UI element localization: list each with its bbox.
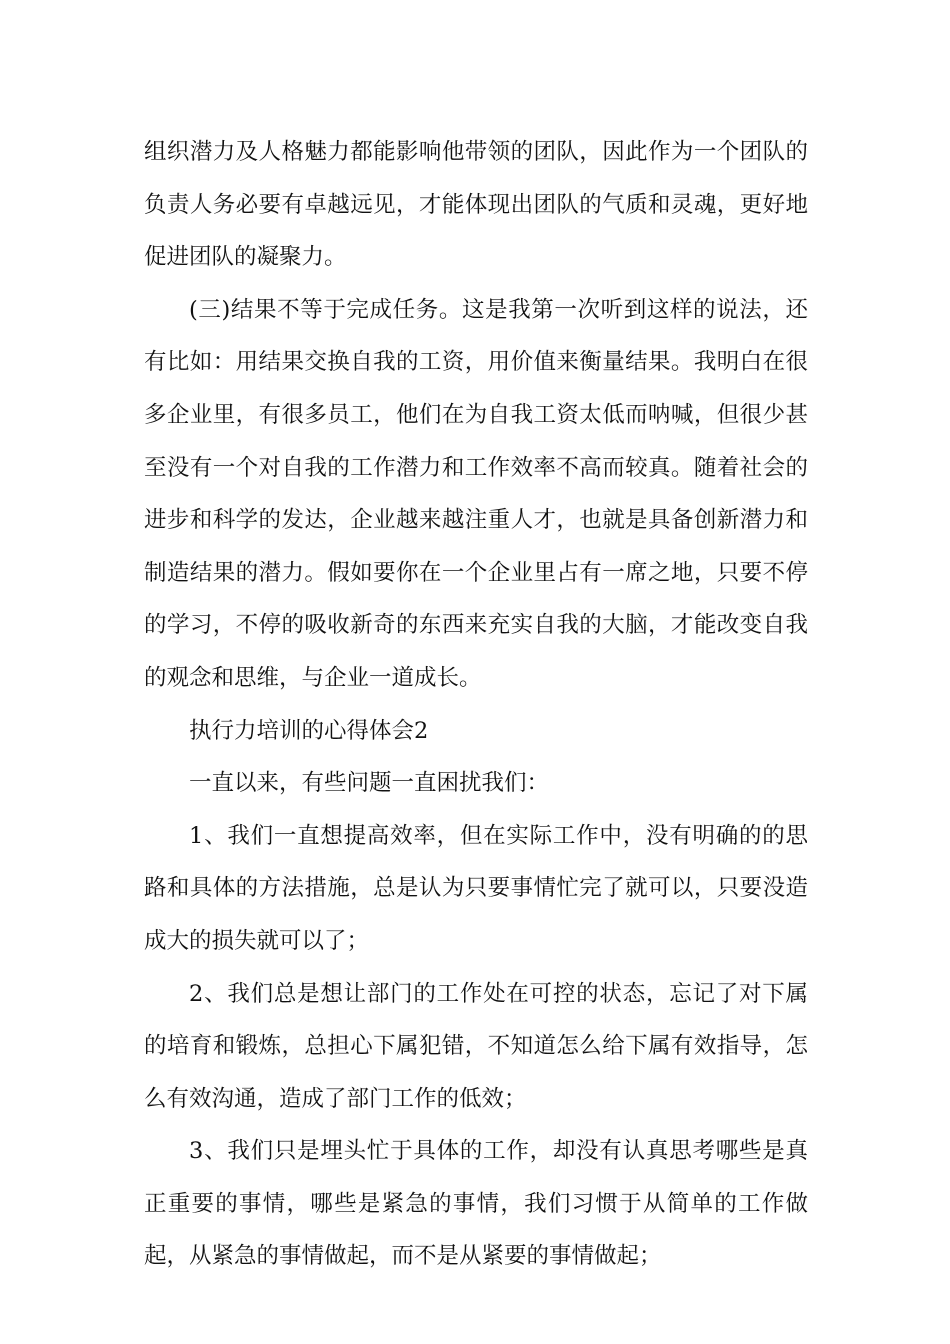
list-item-3: 3、我们只是埋头忙于具体的工作，却没有认真思考哪些是真正重要的事情，哪些是紧急的事情，我们习惯于从简单的工作做起，从紧急的事情做起，而不是从紧要的事情做起； bbox=[144, 1138, 808, 1270]
paragraph-1: 组织潜力及人格魅力都能影响他带领的团队，因此作为一个团队的负责人务必要有卓越远见，才能体现出团队的气质和灵魂，更好地促进团队的凝聚力。 bbox=[144, 139, 808, 271]
list-item-1: 1、我们一直想提高效率，但在实际工作中，没有明确的的思路和具体的方法措施，总是认为只要事情忙完了就可以，只要没造成大的损失就可以了； bbox=[144, 822, 808, 954]
list-item-2: 2、我们总是想让部门的工作处在可控的状态，忘记了对下属的培育和锻炼，总担心下属犯错，不知道怎么给下属有效指导，怎么有效沟通，造成了部门工作的低效； bbox=[144, 980, 808, 1112]
document-page bbox=[144, 126, 808, 1283]
paragraph-2: (三)结果不等于完成任务。这是我第一次听到这样的说法，还有比如：用结果交换自我的工资，用价值来衡量结果。我明白在很多企业里，有很多员工，他们在为自我工资太低而呐喊，但很少甚至没有一个对自我的工作潜力和工作效率不高而较真。随着社会的进步和科学的发达，企业越来越注重人才，也就是具备创新潜力和制造结果的潜力。假如要你在一个企业里占有一席之地，只要不停的学习，不停的吸收新奇的东西来充实自我的大脑，才能改变自我的观念和思维，与企业一道成长。 bbox=[144, 296, 808, 691]
section-heading: 执行力培训的心得体会2 bbox=[189, 717, 429, 744]
paragraph-intro: 一直以来，有些问题一直困扰我们： bbox=[189, 770, 550, 797]
